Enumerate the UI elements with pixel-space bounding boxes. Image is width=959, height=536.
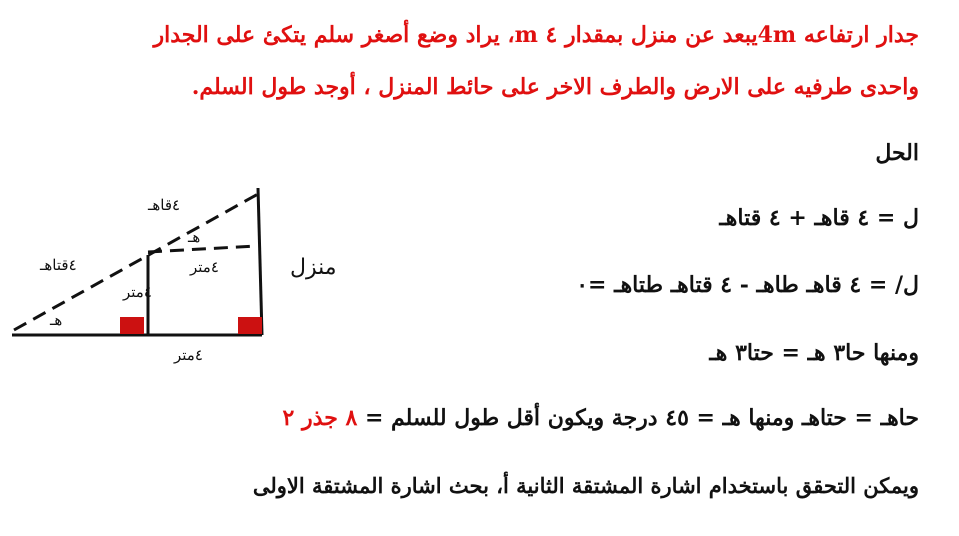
equation-result: ومنها حا٣ هـ = حتا٣ هـ [709,340,919,366]
problem-line-2: واحدى طرفيه على الارض والطرف الاخر على حائط المنزل ، أوجد طول السلم. [191,74,919,100]
label-4meter-ground: ٤متر [174,346,203,364]
equation-length: ل = ٤ قاهـ + ٤ قتاهـ [719,205,919,231]
verification-note: ويمكن التحقق باستخدام اشارة المشتقة الثانية أ، بحث اشارة المشتقة الاولى [252,473,919,498]
label-angle-top: هـ [188,228,201,246]
right-angle-marker [120,317,144,334]
solution-heading: الحل [875,140,919,166]
horizontal-guide [148,246,256,252]
label-4qta: ٤قتاهـ [40,256,77,274]
label-4meter-inner: ٤متر [190,258,219,276]
equation-angle [283,405,919,431]
ladder-diagram [0,180,360,370]
label-angle-bottom: هـ [50,311,63,329]
label-house: منزل [290,255,337,280]
minimum-length-answer: ٨ جذر ٢ [282,405,358,431]
house-wall [258,188,262,335]
right-angle-marker [238,317,262,334]
label-4qa: ٤قاهـ [148,196,181,214]
equation-derivative: ل/ = ٤ قاهـ طاهـ - ٤ قتاهـ طتاهـ =٠ [576,272,919,298]
equation-angle-text: حاهـ = حتاهـ ومنها هـ = ٤٥ درجة ويكون أقل طول للسلم = [357,405,919,431]
label-4meter-wall: ٤متر [123,283,152,301]
problem-line-1: جدار ارتفاعه 4mيبعد عن منزل بمقدار ٤ m، يراد وضع أصغر سلم يتكئ على الجدار [153,22,919,48]
